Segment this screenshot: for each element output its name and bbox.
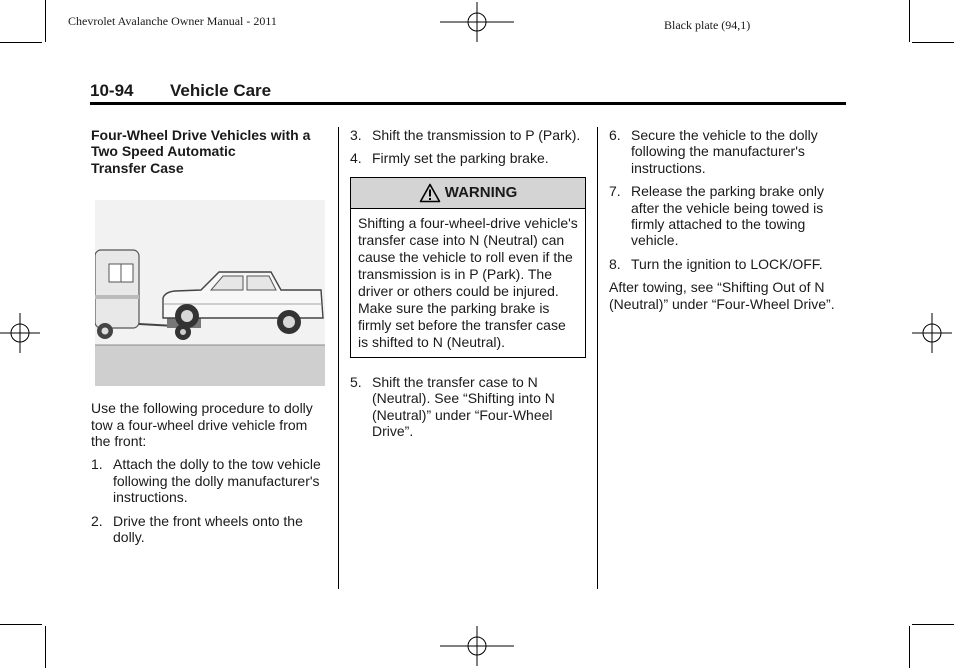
crop-mark — [909, 0, 910, 42]
step-text: Shift the transmission to P (Park). — [372, 127, 581, 143]
step-number: 7. — [609, 183, 621, 200]
crop-mark — [45, 0, 46, 42]
crop-mark — [0, 624, 42, 625]
step-text: Shift the transfer case to N (Neutral). See “Shifting into N (Neutral)” under “Four-Wheel Drive”. — [372, 373, 555, 440]
crop-mark — [45, 626, 46, 668]
dolly-tow-illustration — [95, 200, 325, 386]
step-number: 3. — [350, 127, 362, 143]
column-3 — [609, 127, 841, 319]
heading-line: Four-Wheel Drive Vehicles with a — [91, 127, 311, 143]
registration-mark-icon — [440, 2, 514, 42]
warning-triangle-icon — [419, 183, 441, 203]
page-number: 10-94 — [90, 81, 134, 100]
step-text: Turn the ignition to LOCK/OFF. — [631, 255, 823, 272]
step-number: 2. — [91, 512, 103, 529]
registration-mark-icon — [0, 313, 40, 353]
after-towing-paragraph: After towing, see “Shifting Out of N (Neutral)” under “Four-Wheel Drive”. — [609, 279, 835, 312]
list-item — [350, 127, 586, 143]
list-item — [350, 374, 586, 440]
plate-label: Black plate (94,1) — [664, 18, 751, 32]
step-text: Secure the vehicle to the dolly following the manufacturer's instructions. — [631, 127, 818, 176]
list-item — [609, 183, 841, 249]
heading-line: Transfer Case — [91, 159, 184, 176]
list-item — [91, 456, 327, 505]
list-item — [609, 256, 841, 272]
step-text: Drive the front wheels onto the dolly. — [113, 512, 303, 546]
registration-mark-icon — [912, 313, 952, 353]
warning-header — [351, 178, 585, 209]
column-divider — [338, 127, 339, 589]
crop-mark — [912, 624, 954, 625]
subsection-heading — [91, 127, 327, 176]
heading-rule — [90, 102, 846, 105]
crop-mark — [0, 42, 42, 43]
crop-mark — [909, 626, 910, 668]
list-item — [91, 513, 327, 546]
step-text: Firmly set the parking brake. — [372, 150, 549, 167]
list-item — [609, 127, 841, 176]
intro-paragraph: Use the following procedure to dolly tow a four-wheel drive vehicle from the front: — [91, 400, 313, 450]
step-text: Release the parking brake only after the vehicle being towed is firmly attached to the towing vehicle. — [631, 183, 825, 249]
section-title: Vehicle Care — [170, 81, 272, 100]
step-number: 8. — [609, 255, 621, 272]
step-number: 5. — [350, 373, 362, 390]
column-2 — [350, 127, 586, 446]
step-number: 4. — [350, 150, 362, 167]
crop-mark — [912, 42, 954, 43]
step-text: Attach the dolly to the tow vehicle following the dolly manufacturer's instructions. — [113, 456, 321, 506]
warning-body: Shifting a four-wheel-drive vehicle's transfer case into N (Neutral) can cause the vehicle to roll even if the transmission is in P (Park). The driver or others could be injured. Make sure the parking brake is firmly set before the transfer case is shifted to N (Neutral). — [358, 214, 578, 350]
heading-line: Two Speed Automatic — [91, 143, 236, 160]
registration-mark-icon — [440, 626, 514, 666]
step-number: 1. — [91, 456, 103, 473]
warning-box — [350, 177, 586, 358]
step-number: 6. — [609, 127, 621, 143]
doc-title: Chevrolet Avalanche Owner Manual - 2011 — [68, 14, 277, 28]
column-divider — [597, 127, 598, 589]
list-item — [350, 150, 586, 166]
column-1 — [91, 127, 327, 552]
warning-title: WARNING — [444, 183, 518, 201]
